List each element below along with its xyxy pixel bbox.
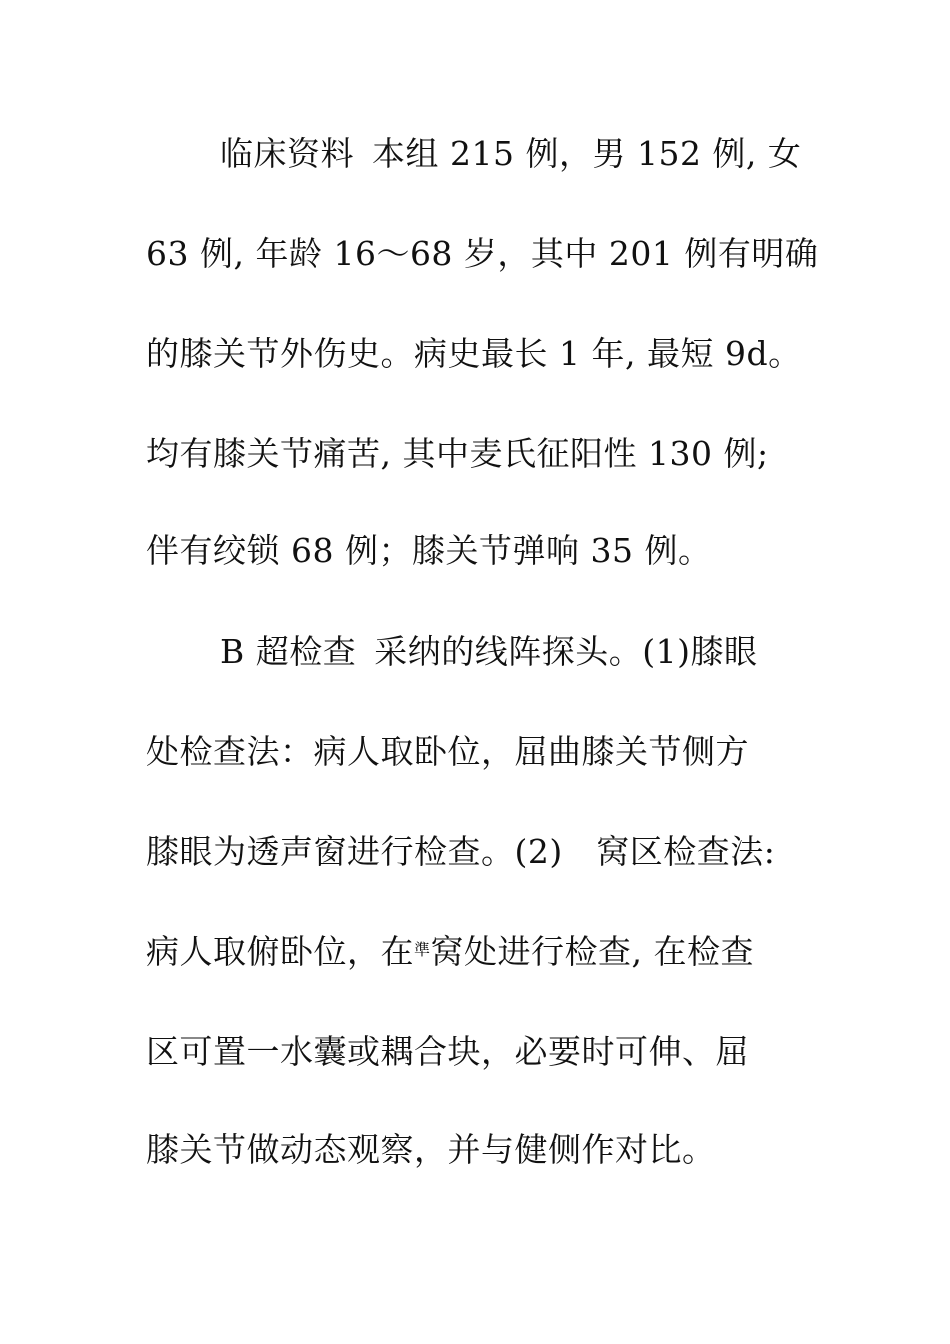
small-inserted-glyph: 準: [414, 940, 431, 959]
paragraph-1-line-5: 伴有绞锁 68 例；膝关节弹响 35 例。: [146, 531, 712, 570]
paragraph-1-line-4: 均有膝关节痛苦, 其中麦氏征阳性 130 例;: [146, 434, 769, 473]
paragraph-2-line-5: 区可置一水囊或耦合块，必要时可伸、屈: [146, 1032, 749, 1071]
paragraph-1-line-2: 63 例, 年龄 16～68 岁，其中 201 例有明确: [146, 234, 819, 273]
paragraph-2-line-1: [220, 632, 758, 672]
section-heading-b-ultrasound: B 超检查: [220, 632, 357, 671]
paragraph-text: 窝处进行检查, 在检查: [430, 932, 754, 971]
paragraph-1-line-1: [220, 134, 801, 174]
paragraph-2-line-4: [146, 932, 754, 972]
paragraph-text: 采纳的线阵探头。(1)膝眼: [374, 632, 758, 671]
paragraph-2-line-6: 膝关节做动态观察，并与健侧作对比。: [146, 1130, 716, 1169]
paragraph-1-line-3: 的膝关节外伤史。病史最长 1 年, 最短 9d。: [146, 334, 802, 373]
paragraph-2-line-2: 处检查法：病人取卧位，屈曲膝关节侧方: [146, 732, 749, 771]
paragraph-text: 病人取俯卧位，在: [146, 932, 414, 971]
paragraph-2-line-3: 膝眼为透声窗进行检查。(2) 窝区检查法:: [146, 832, 776, 871]
section-heading-clinical-data: 临床资料: [220, 134, 354, 173]
paragraph-text: 本组 215 例，男 152 例, 女: [372, 134, 802, 173]
